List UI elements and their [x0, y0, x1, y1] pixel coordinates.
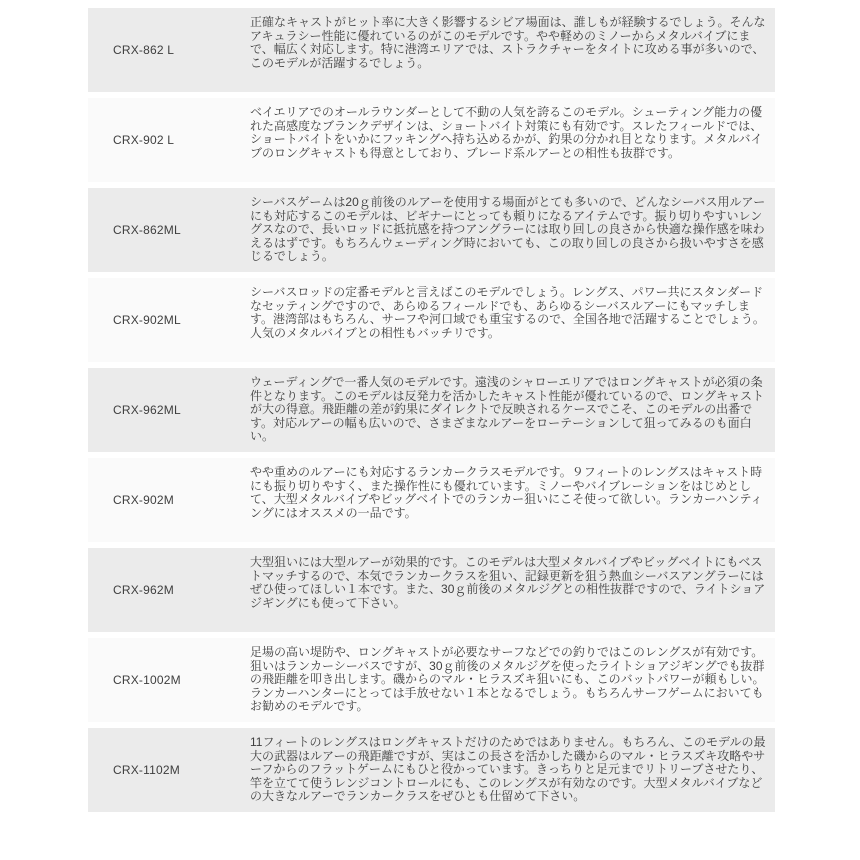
table-row: [88, 368, 775, 452]
table-row: [88, 98, 775, 182]
table-row: [88, 548, 775, 632]
model-name: CRX-962ML: [113, 403, 181, 417]
model-name: CRX-902ML: [113, 313, 181, 327]
model-description: シーバスロッドの定番モデルと言えばこのモデルでしょう。レングス、パワー共にスタンダードなセッティングですので、あらゆるフィールドでも、あらゆるシーバスルアーにもマッチします。港湾部はもちろん、サーフや河口域でも重宝するので、全国各地で活躍することでしょう。人気のメタルバイブとの相性もバッチリです。: [250, 285, 765, 340]
model-description: シーバスゲームは20ｇ前後のルアーを使用する場面がとても多いので、どんなシーバス用ルアーにも対応するこのモデルは、ビギナーにとっても頼りになるアイテムです。振り切りやすいレングスなので、長いロッドに抵抗感を持つアングラーには取り回しの良さから快適な操作感を味わえるはずです。もちろんウェーディング時においても、この取り回しの良さから扱いやすさを感じるでしょう。: [250, 195, 766, 263]
table-row: [88, 728, 775, 812]
model-name: CRX-862 L: [113, 43, 175, 57]
model-name: CRX-902 L: [113, 133, 175, 147]
rod-spec-table: [88, 8, 775, 818]
table-row: [88, 188, 775, 272]
model-name: CRX-902M: [113, 493, 174, 507]
model-name: CRX-1102M: [113, 763, 180, 777]
table-row: [88, 458, 775, 542]
model-description: 11フィートのレングスはロングキャストだけのためではありません。もちろん、このモデルの最大の武器はルアーの飛距離ですが、実はこの長さを活かした磯からのマル・ヒラスズキ攻略やサーフからのフラットゲームにもひと役かっています。きっちりと足元までリトリーブさせたり、竿を立てて使うレンジコントロールにも、このレングスが有効なのです。大型メタルバイブなどの大きなルアーでランカークラスをぜひとも仕留めて下さい。: [250, 735, 766, 803]
table-row: [88, 8, 775, 92]
model-description: 正確なキャストがヒット率に大きく影響するシビア場面は、誰しもが経験するでしょう。そんなアキュラシー性能に優れているのがこのモデルです。やや軽めのミノーからメタルバイブにまで、幅広く対応します。特に港湾エリアでは、ストラクチャーをタイトに攻める事が多いので、このモデルが活躍するでしょう。: [250, 15, 766, 70]
table-row: [88, 638, 775, 722]
table-row: [88, 278, 775, 362]
model-description: 足場の高い堤防や、ロングキャストが必要なサーフなどでの釣りではこのレングスが有効です。狙いはランカーシーバスですが、30ｇ前後のメタルジグを使ったライトショアジギングでも抜群の飛距離を叩き出します。磯からのマル・ヒラスズキ狙いにも、このバットパワーが頼もしい。ランカーハンターにとっては手放せない１本となるでしょう。もちろんサーフゲームにおいてもお勧めのモデルです。: [250, 645, 765, 713]
model-name: CRX-1002M: [113, 673, 181, 687]
model-name: CRX-962M: [113, 583, 174, 597]
model-description: やや重めのルアーにも対応するランカークラスモデルです。９フィートのレングスはキャスト時にも振り切りやすく、また操作性にも優れています。ミノーやバイブレーションをはじめとして、大型メタルバイブやビッグベイトでのランカー狙いにこそ使って欲しい。ランカーハンティングにはオススメの一品です。: [250, 465, 763, 520]
model-description: ウェーディングで一番人気のモデルです。遠浅のシャローエリアではロングキャストが必須の条件となります。このモデルは反発力を活かしたキャスト性能が優れているので、ロングキャストが大の得意。飛距離の差が釣果にダイレクトで反映されるケースでこそ、このモデルの出番です。対応ルアーの幅も広いので、さまざまなルアーをローテーションして狙ってみるのも面白い。: [250, 375, 764, 443]
model-name: CRX-862ML: [113, 223, 181, 237]
model-description: 大型狙いには大型ルアーが効果的です。このモデルは大型メタルバイブやビッグベイトにもベストマッチするので、本気でランカークラスを狙い、記録更新を狙う熱血シーバスアングラーにはぜひ使ってほしい１本です。また、30ｇ前後のメタルジグとの相性抜群ですので、ライトショアジギングにも使って下さい。: [250, 555, 766, 610]
model-description: ベイエリアでのオールラウンダーとして不動の人気を誇るこのモデル。シューティング能力の優れた高感度なブランクデザインは、ショートバイト対策にも有効です。スレたフィールドでは、ショートバイトをいかにフッキングへ持ち込めるかが、釣果の分かれ目となります。メタルバイブのロングキャストも得意としており、ブレード系ルアーとの相性も抜群です。: [250, 105, 763, 160]
